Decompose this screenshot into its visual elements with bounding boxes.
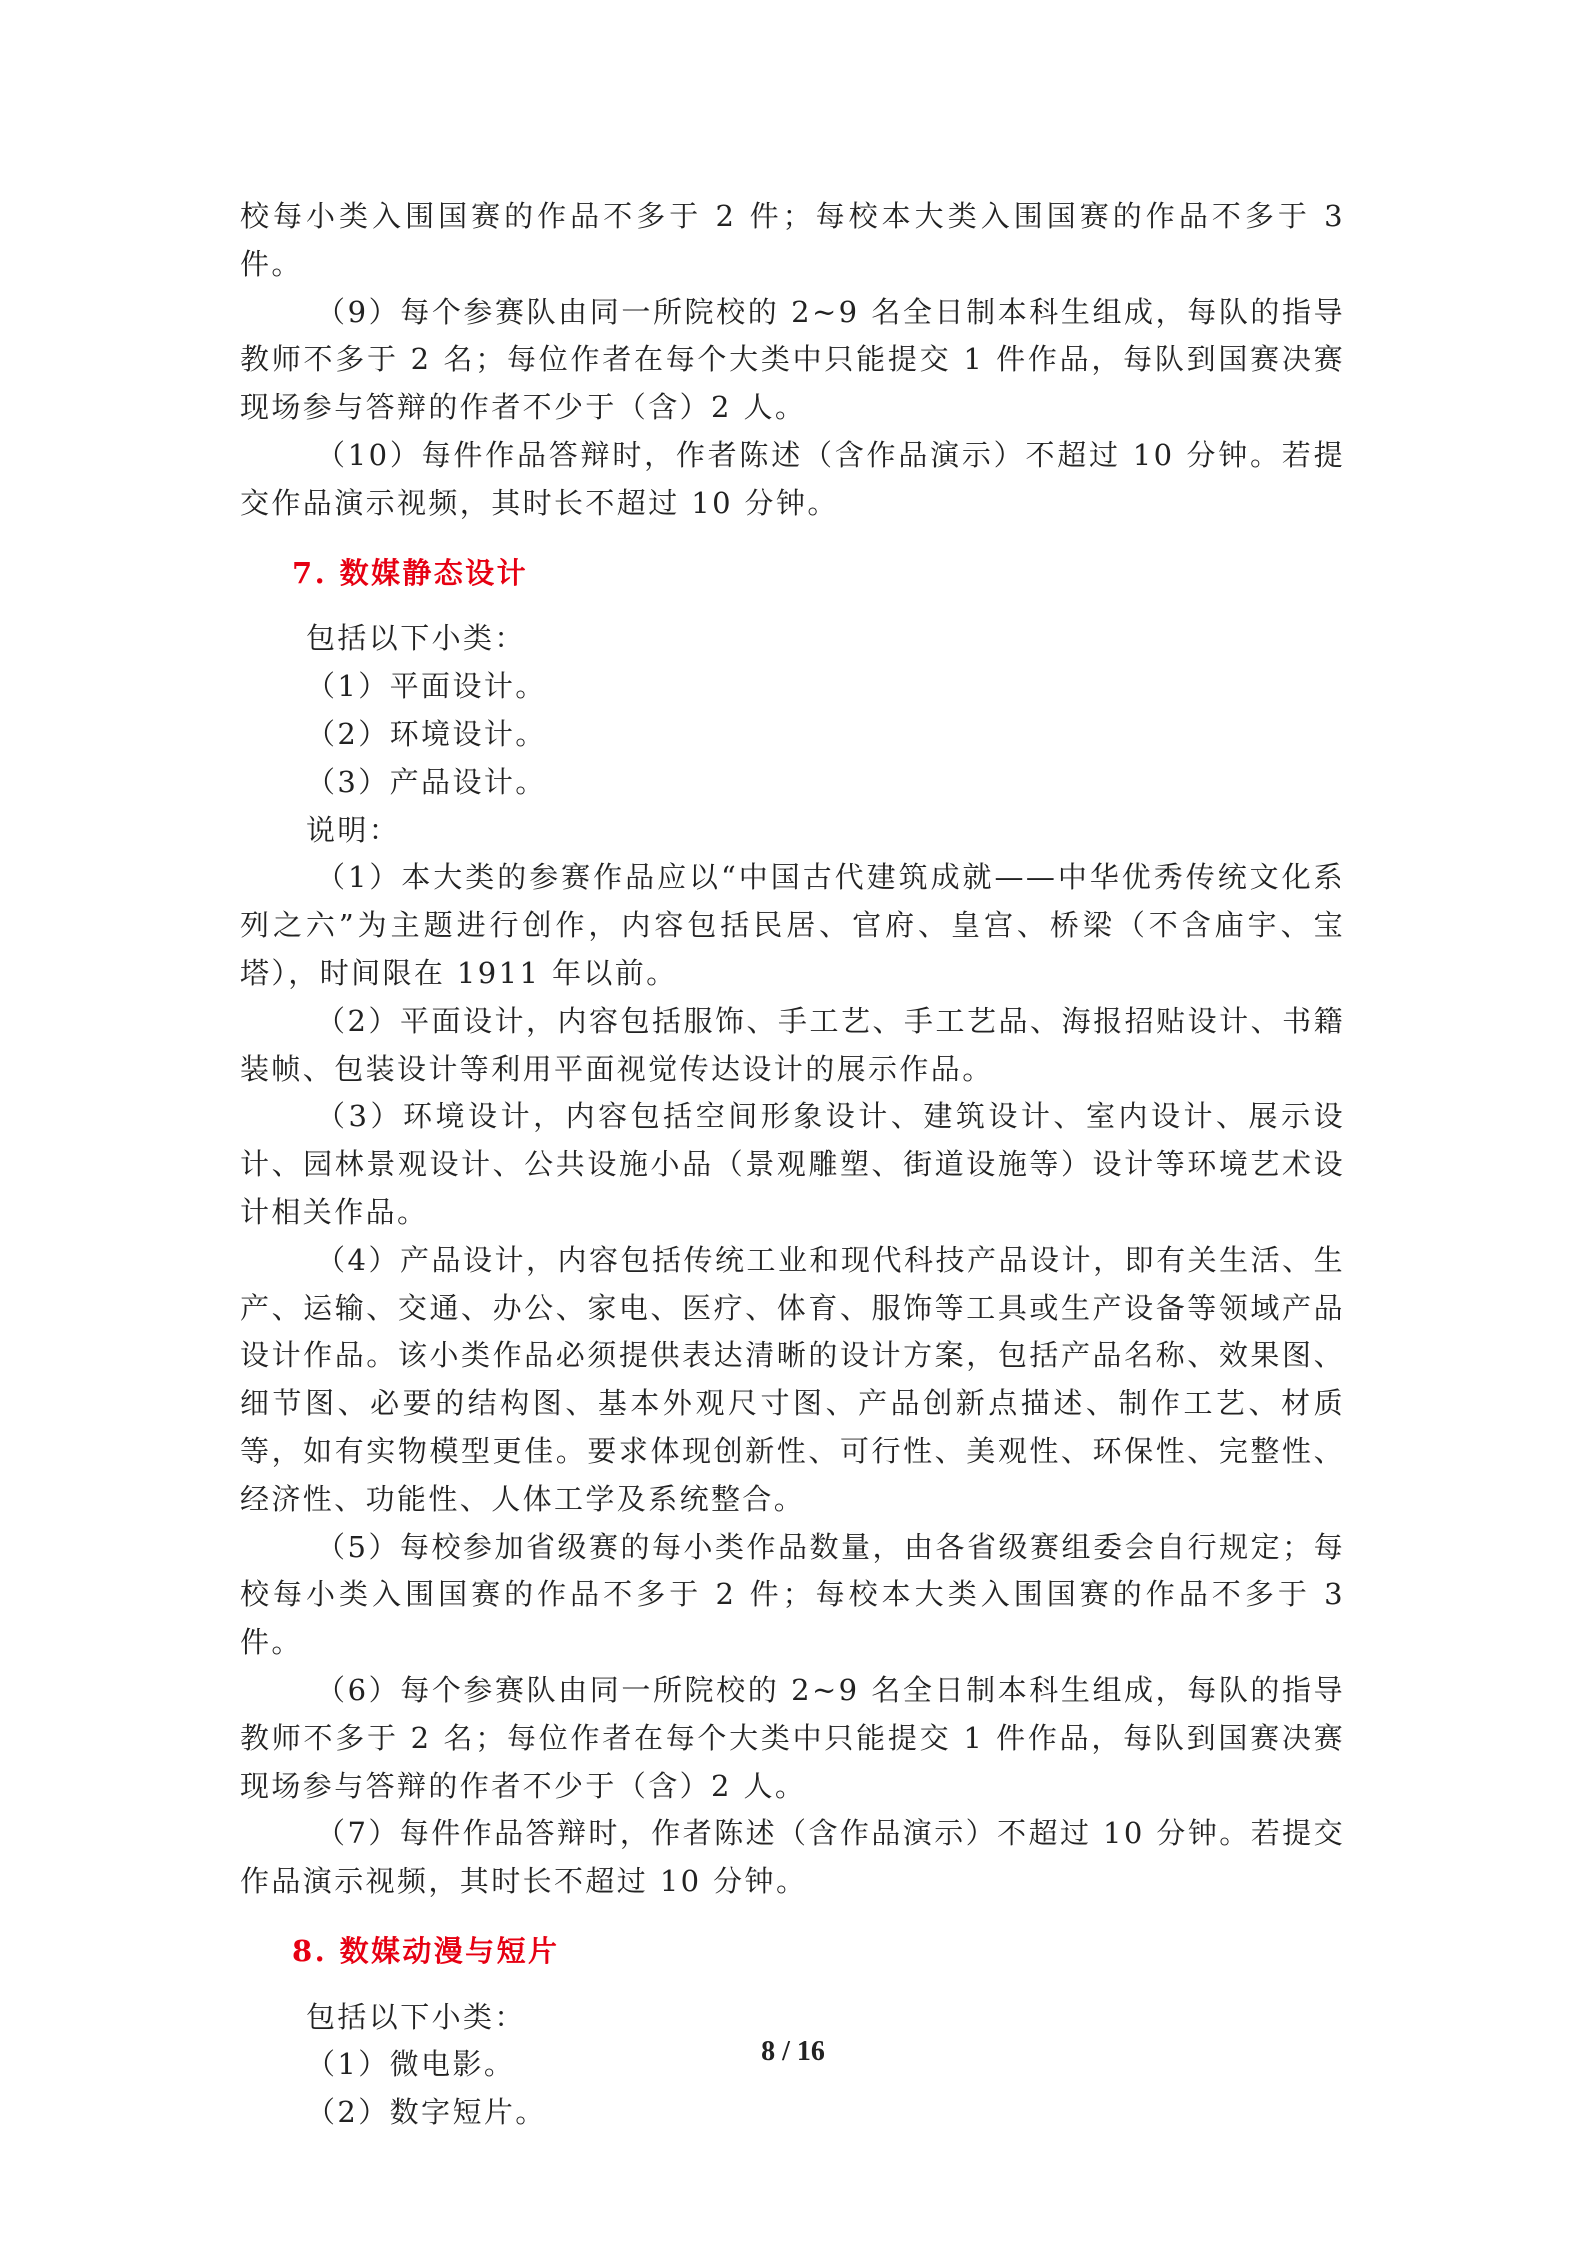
section-7-intro: 包括以下小类： bbox=[306, 621, 526, 656]
section-8-intro: 包括以下小类： bbox=[306, 1999, 526, 2034]
notes-label: 说明： bbox=[306, 812, 401, 847]
paragraph-continuation: 校每小类入围国赛的作品不多于 2 件；每校本大类入围国赛的作品不多于 3 件。 bbox=[240, 199, 1345, 281]
note-6-paragraph: （6）每个参赛队由同一所院校的 2~9 名全日制本科生组成，每队的指导教师不多于 2 名；每位作者在每个大类中只能提交 1 件作品，每队到国赛决赛现场参与答辩的作者不少于（含）2 人。 bbox=[240, 1672, 1345, 1803]
note-5-paragraph: （5）每校参加省级赛的每小类作品数量，由各省级赛组委会自行规定；每校每小类入围国赛的作品不多于 2 件；每校本大类入围国赛的作品不多于 3 件。 bbox=[240, 1529, 1345, 1660]
page-number: 8 / 16 bbox=[761, 2036, 825, 2067]
note-2-paragraph: （2）平面设计，内容包括服饰、手工艺、手工艺品、海报招贴设计、书籍装帧、包装设计等利用平面视觉传达设计的展示作品。 bbox=[240, 1003, 1345, 1086]
subcategory-graphic-design: （1）平面设计。 bbox=[306, 669, 547, 704]
rule-9-paragraph: （9）每个参赛队由同一所院校的 2~9 名全日制本科生组成，每队的指导教师不多于 2 名；每位作者在每个大类中只能提交 1 件作品，每队到国赛决赛现场参与答辩的作者不少于（含）2 人。 bbox=[240, 294, 1345, 425]
subcategory-micro-film: （1）微电影。 bbox=[306, 2047, 516, 2082]
page-content bbox=[240, 193, 1345, 2137]
section-7-heading: 7. 数媒静态设计 bbox=[292, 555, 528, 590]
note-7-paragraph: （7）每件作品答辩时，作者陈述（含作品演示）不超过 10 分钟。若提交作品演示视频，其时长不超过 10 分钟。 bbox=[240, 1816, 1345, 1899]
note-4-paragraph: （4）产品设计，内容包括传统工业和现代科技产品设计，即有关生活、生产、运输、交通、办公、家电、医疗、体育、服饰等工具或生产设备等领域产品设计作品。该小类作品必须提供表达清晰的设计方案，包括产品名称、效果图、细节图、必要的结构图、基本外观尺寸图、产品创新点描述、制作工艺、材质等，如有实物模型更佳。要求体现创新性、可行性、美观性、环保性、完整性、经济性、功能性、人体工学及系统整合。 bbox=[240, 1242, 1345, 1516]
subcategory-environment-design: （2）环境设计。 bbox=[306, 716, 547, 751]
rule-10-paragraph: （10）每件作品答辩时，作者陈述（含作品演示）不超过 10 分钟。若提交作品演示视频，其时长不超过 10 分钟。 bbox=[240, 437, 1345, 520]
section-8-heading: 8. 数媒动漫与短片 bbox=[292, 1933, 560, 1968]
note-1-paragraph: （1）本大类的参赛作品应以“中国古代建筑成就——中华优秀传统文化系列之六”为主题进行创作，内容包括民居、官府、皇宫、桥梁（不含庙宇、宝塔），时间限在 1911 年以前。 bbox=[240, 860, 1345, 990]
subcategory-product-design: （3）产品设计。 bbox=[306, 764, 547, 799]
subcategory-digital-short: （2）数字短片。 bbox=[306, 2095, 547, 2130]
note-3-paragraph: （3）环境设计，内容包括空间形象设计、建筑设计、室内设计、展示设计、园林景观设计、公共设施小品（景观雕塑、街道设施等）设计等环境艺术设计相关作品。 bbox=[240, 1099, 1345, 1229]
